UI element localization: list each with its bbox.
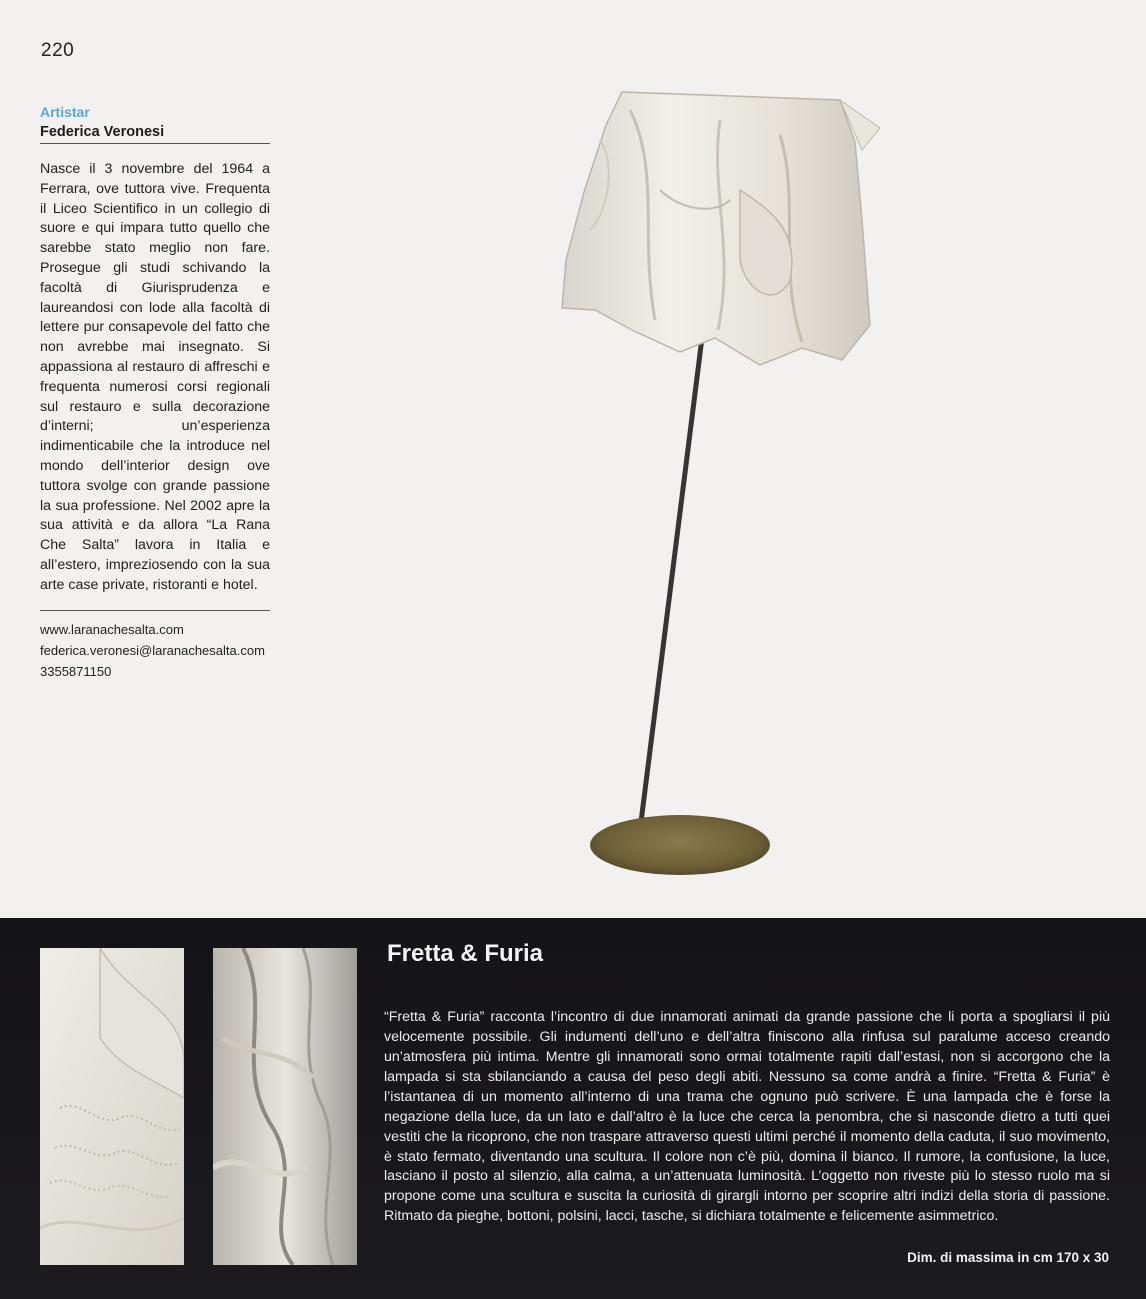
divider — [40, 610, 270, 611]
lamp-sculpture-image — [540, 80, 900, 880]
lamp-pole — [640, 330, 703, 830]
detail-photo-folds — [213, 948, 357, 1265]
email-link[interactable]: federica.veronesi@laranachesalta.com — [40, 642, 265, 658]
category-label: Artistar — [40, 104, 90, 120]
detail-photo-embroidery — [40, 948, 184, 1265]
artist-name: Federica Veronesi — [40, 124, 165, 140]
artist-sidebar — [40, 103, 270, 682]
phone-number: 3355871150 — [40, 663, 112, 679]
artist-bio: Nasce il 3 novembre del 1964 a Ferrara, ove tuttora vive. Frequenta il Liceo Scientifico in un collegio di suore e qui impara tutto quello che sarebbe stato meglio non fare. Prosegue gli studi schivando la facoltà di Giurisprudenza e laureandosi con lode alla facoltà di lettere pur consapevole del fatto che non avrebbe mai insegnato. Si appassiona al restauro di affreschi e frequenta numerosi corsi regionali sul restauro e sulla decorazione d’interni; un’esperienza indimenticabile che la introduce nel mondo dell’interior design ove tuttora svolge con grande passione la sua professione. Nel 2002 apre la sua attività e da allora “La Rana Che Salta” lavora in Italia e all’estero, impreziosendo con la sua arte case private, ristoranti e hotel. — [40, 161, 270, 593]
artwork-description: “Fretta & Furia” racconta l’incontro di due innamorati animati da grande passione che li porta a spogliarsi il più velocemente possibile. Gli indumenti dell’uno e dell’altra finiscono alla rinfusa sul paralume acceso creando un’atmosfera più intima. Mentre gli innamorati sono ormai totalmente rapiti dall’estasi, non si accorgono che la lampada si sta sbilanciando a causa del peso degli abiti. Nessuno sa come andrà a finire. “Fretta & Furia” è l’istantanea di un momento all’interno di una trama che ognuno può scrivere. È una lampada che è forse la negazione della luce, da un lato e dall’altro è la luce che cerca la penombra, che si nasconde dietro a tutti quei vestiti che la ricoprono, che non traspare attraverso questi ultimi perché il momento della caduta, il suo movimento, è stato fermato, diventando una scultura. Il colore non c’è più, domina il bianco. Il rumore, la confusione, la luce, lasciano il posto al silenzio, alla calma, a un’attenuata luminosità. L’oggetto non riveste più lo stesso ruolo ma si propone come una scultura e suscita la curiosità di girargli intorno per scoprire altri indizi della storia di passione. Ritmato da pieghe, bottoni, polsini, lacci, tasche, si dichiara totalmente e felicemente asimmetrico. — [384, 1009, 1110, 1225]
contact-block — [40, 619, 270, 682]
artwork-dimensions: Dim. di massima in cm 170 x 30 — [907, 1250, 1109, 1265]
page-number: 220 — [41, 40, 75, 61]
artwork-title: Fretta & Furia — [387, 940, 544, 967]
website-link[interactable]: www.laranachesalta.com — [40, 621, 184, 637]
divider — [40, 143, 270, 144]
lamp-base — [590, 815, 770, 875]
lamp-shade — [562, 92, 870, 365]
